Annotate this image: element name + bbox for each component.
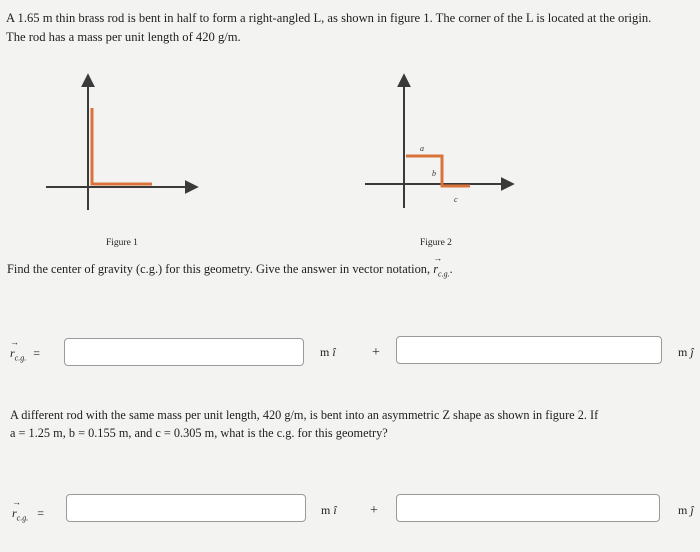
answer-2-label: → $r_{c.g.}$ = — [12, 497, 45, 523]
problem-2-line-2: a = 1.25 m, b = 0.155 m, and c = 0.305 m, what is the c.g. for this geometry? — [10, 426, 388, 440]
answer-1-y-unit: m ĵ — [678, 345, 694, 359]
answer-2-plus: + — [370, 503, 378, 518]
question-1-text: Find the center of gravity (c.g.) for this geometry. Give the answer in vector notation, — [7, 262, 434, 276]
figures-diagram — [0, 60, 700, 260]
answer-1-label: → $r_{c.g.}$ = — [10, 337, 41, 363]
label-a: a — [420, 144, 424, 153]
answer-1-y-input[interactable] — [396, 336, 662, 364]
label-b: b — [432, 169, 436, 178]
problem-line-1: A 1.65 m thin brass rod is bent in half to form a right-angled L, as shown in figure 1. The corner of the L is located at the origin. — [6, 11, 652, 25]
figure-2 — [365, 76, 512, 208]
answer-1-x-unit: m î — [320, 345, 336, 359]
fig1-rod-l-shape — [92, 108, 152, 184]
answer-1-plus: + — [372, 345, 380, 360]
answer-2-y-input[interactable] — [396, 494, 660, 522]
question-1: Find the center of gravity (c.g.) for this geometry. Give the answer in vector notation, → $r_{c.g.}$. — [7, 253, 453, 279]
problem-2-line-1: A different rod with the same mass per unit length, 420 g/m, is bent into an asymmetric Z shape as shown in figure 2. If — [10, 408, 599, 422]
question-1-vector: → $r_{c.g.}$ — [433, 253, 450, 279]
answer-1-x-input[interactable] — [64, 338, 304, 366]
answer-2-x-unit: m î — [321, 503, 337, 517]
figure-2-caption: Figure 2 — [420, 238, 452, 248]
problem-2-statement — [10, 406, 598, 442]
fig2-rod-z-shape — [406, 156, 470, 186]
figure-1 — [46, 76, 196, 210]
label-c: c — [454, 195, 458, 204]
problem-line-2: The rod has a mass per unit length of 420 g/m. — [6, 30, 241, 44]
answer-2-x-input[interactable] — [66, 494, 306, 522]
answer-2-y-unit: m ĵ — [678, 503, 694, 517]
figure-1-caption: Figure 1 — [106, 238, 138, 248]
vector-arrow-r: → r — [433, 253, 443, 276]
problem-statement — [6, 9, 651, 47]
